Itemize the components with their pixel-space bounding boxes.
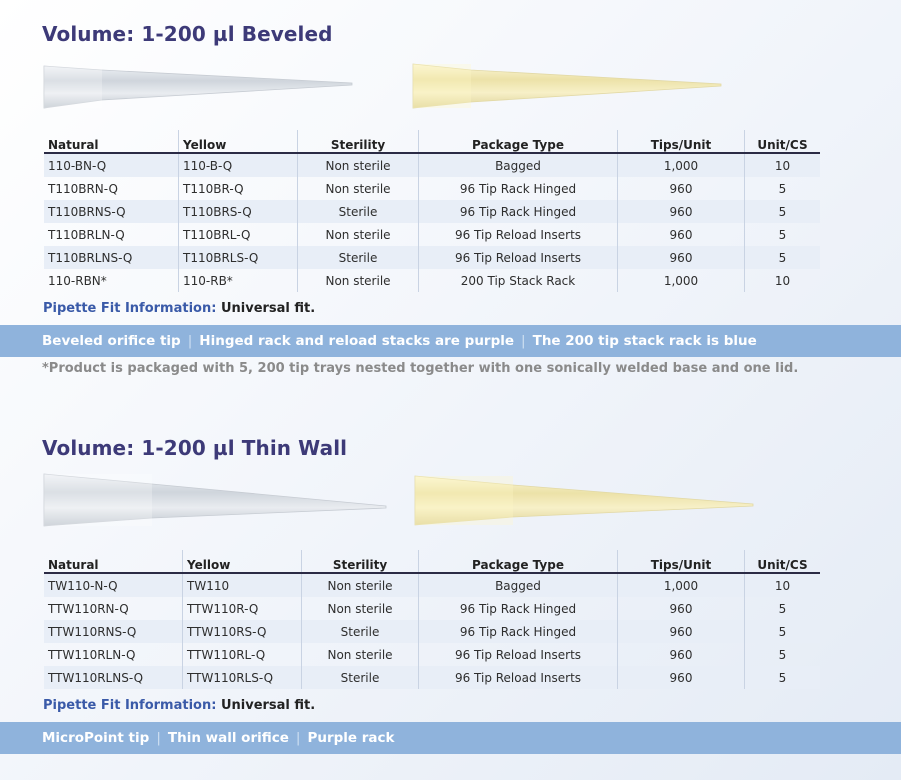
- fit-value: Universal fit.: [220, 301, 316, 316]
- pipette-fit-info: [43, 698, 315, 713]
- cell-yellow: 110-RB*: [179, 269, 298, 292]
- cell-tips-unit: 960: [618, 620, 745, 643]
- cell-tips-unit: 960: [618, 643, 745, 666]
- cell-sterility: Sterile: [298, 200, 419, 223]
- feature-item: Purple rack: [307, 730, 395, 746]
- cell-unit-cs: 5: [745, 200, 821, 223]
- separator: |: [187, 333, 193, 349]
- column-header: Tips/Unit: [618, 130, 745, 153]
- cell-tips-unit: 1,000: [618, 573, 745, 597]
- cell-unit-cs: 5: [745, 177, 821, 200]
- table-row: [44, 666, 820, 689]
- cell-package: 96 Tip Reload Inserts: [419, 246, 618, 269]
- cell-package: 96 Tip Reload Inserts: [419, 666, 618, 689]
- table-row: [44, 643, 820, 666]
- cell-unit-cs: 5: [745, 246, 821, 269]
- separator: |: [521, 333, 526, 349]
- cell-sterility: Non sterile: [302, 643, 419, 666]
- cell-natural: T110BRLN-Q: [48, 227, 125, 242]
- feature-item: Hinged rack and reload stacks are purple: [199, 333, 515, 349]
- cell-sterility: Sterile: [298, 246, 419, 269]
- table-row: [44, 573, 820, 597]
- cell-sterility: Non sterile: [298, 153, 419, 177]
- cell-package: 96 Tip Rack Hinged: [419, 620, 618, 643]
- section-title: Volume: 1-200 µl Thin Wall: [42, 436, 348, 460]
- column-header: Yellow: [179, 130, 298, 153]
- cell-yellow: TTW110RL-Q: [183, 643, 302, 666]
- cell-yellow: TW110: [183, 573, 302, 597]
- cell-sterility: Non sterile: [298, 223, 419, 246]
- cell-yellow: T110BR-Q: [179, 177, 298, 200]
- cell-unit-cs: 5: [745, 597, 821, 620]
- cell-yellow: 110-B-Q: [179, 153, 298, 177]
- product-table: [44, 550, 820, 689]
- cell-package: 96 Tip Reload Inserts: [419, 223, 618, 246]
- feature-item: Beveled orifice tip: [42, 333, 181, 349]
- cell-package: 96 Tip Rack Hinged: [419, 200, 618, 223]
- column-header: Natural: [44, 550, 183, 573]
- cell-package: 96 Tip Rack Hinged: [419, 177, 618, 200]
- cell-unit-cs: 10: [745, 573, 821, 597]
- column-header: Tips/Unit: [618, 550, 745, 573]
- cell-unit-cs: 5: [745, 666, 821, 689]
- cell-yellow: T110BRS-Q: [179, 200, 298, 223]
- cell-natural: 110-BN-Q: [44, 153, 179, 177]
- cell-unit-cs: 10: [745, 269, 821, 292]
- cell-yellow: T110BRLS-Q: [179, 246, 298, 269]
- cell-tips-unit: 960: [618, 177, 745, 200]
- cell-natural: TW110-N-Q: [44, 573, 183, 597]
- fit-value: Universal fit.: [220, 698, 316, 713]
- column-header: Natural: [44, 130, 179, 153]
- fit-label: Pipette Fit Information:: [43, 698, 217, 713]
- cell-package: 96 Tip Reload Inserts: [419, 643, 618, 666]
- feature-item: The 200 tip stack rack is blue: [532, 333, 757, 349]
- cell-yellow: T110BRL-Q: [179, 223, 298, 246]
- cell-tips-unit: 1,000: [618, 153, 745, 177]
- column-header: Package Type: [419, 550, 618, 573]
- cell-unit-cs: 5: [745, 223, 821, 246]
- column-header: Yellow: [183, 550, 302, 573]
- column-header: Package Type: [419, 130, 618, 153]
- cell-yellow: TTW110R-Q: [183, 597, 302, 620]
- pipette-tip-natural-image: [42, 470, 388, 530]
- cell-natural: TTW110RLN-Q: [48, 647, 136, 662]
- column-header: Unit/CS: [745, 550, 821, 573]
- cell-sterility: Non sterile: [298, 177, 419, 200]
- cell-tips-unit: 960: [618, 200, 745, 223]
- feature-item: Thin wall orifice: [167, 730, 289, 746]
- cell-sterility: Sterile: [302, 666, 419, 689]
- separator: |: [156, 730, 161, 746]
- cell-natural: TTW110RLNS-Q: [44, 666, 183, 689]
- cell-natural: TTW110RN-Q: [48, 601, 129, 616]
- cell-tips-unit: 960: [618, 223, 745, 246]
- cell-sterility: Sterile: [302, 620, 419, 643]
- cell-sterility: Non sterile: [302, 573, 419, 597]
- cell-yellow: TTW110RS-Q: [183, 620, 302, 643]
- table-row: [44, 597, 820, 620]
- feature-item: MicroPoint tip: [42, 730, 150, 746]
- cell-unit-cs: 10: [745, 153, 821, 177]
- column-header: Sterility: [298, 130, 419, 153]
- cell-package: Bagged: [419, 153, 618, 177]
- cell-natural: T110BRLNS-Q: [44, 246, 179, 269]
- cell-tips-unit: 960: [618, 246, 745, 269]
- column-header: Unit/CS: [745, 130, 821, 153]
- pipette-tip-yellow-image: [413, 473, 755, 529]
- cell-tips-unit: 1,000: [618, 269, 745, 292]
- table-header-row: [44, 550, 820, 573]
- footnote: *Product is packaged with 5, 200 tip trays nested together with one sonically welded base and one lid.: [42, 361, 799, 376]
- cell-package: 200 Tip Stack Rack: [419, 269, 618, 292]
- separator: |: [295, 730, 301, 746]
- section-title: Volume: 1-200 µl Beveled: [42, 22, 333, 46]
- fit-label: Pipette Fit Information:: [43, 301, 217, 316]
- cell-natural: T110BRNS-Q: [44, 200, 179, 223]
- column-header: Sterility: [302, 550, 419, 573]
- cell-package: 96 Tip Rack Hinged: [419, 597, 618, 620]
- cell-sterility: Non sterile: [298, 269, 419, 292]
- cell-natural: 110-RBN*: [48, 273, 107, 288]
- cell-unit-cs: 5: [745, 643, 821, 666]
- feature-band: [0, 722, 901, 754]
- cell-tips-unit: 960: [618, 597, 745, 620]
- cell-sterility: Non sterile: [302, 597, 419, 620]
- table-row: [44, 620, 820, 643]
- cell-natural: TTW110RNS-Q: [44, 620, 183, 643]
- cell-natural: T110BRN-Q: [48, 181, 118, 196]
- cell-package: Bagged: [419, 573, 618, 597]
- cell-yellow: TTW110RLS-Q: [183, 666, 302, 689]
- cell-unit-cs: 5: [745, 620, 821, 643]
- cell-tips-unit: 960: [618, 666, 745, 689]
